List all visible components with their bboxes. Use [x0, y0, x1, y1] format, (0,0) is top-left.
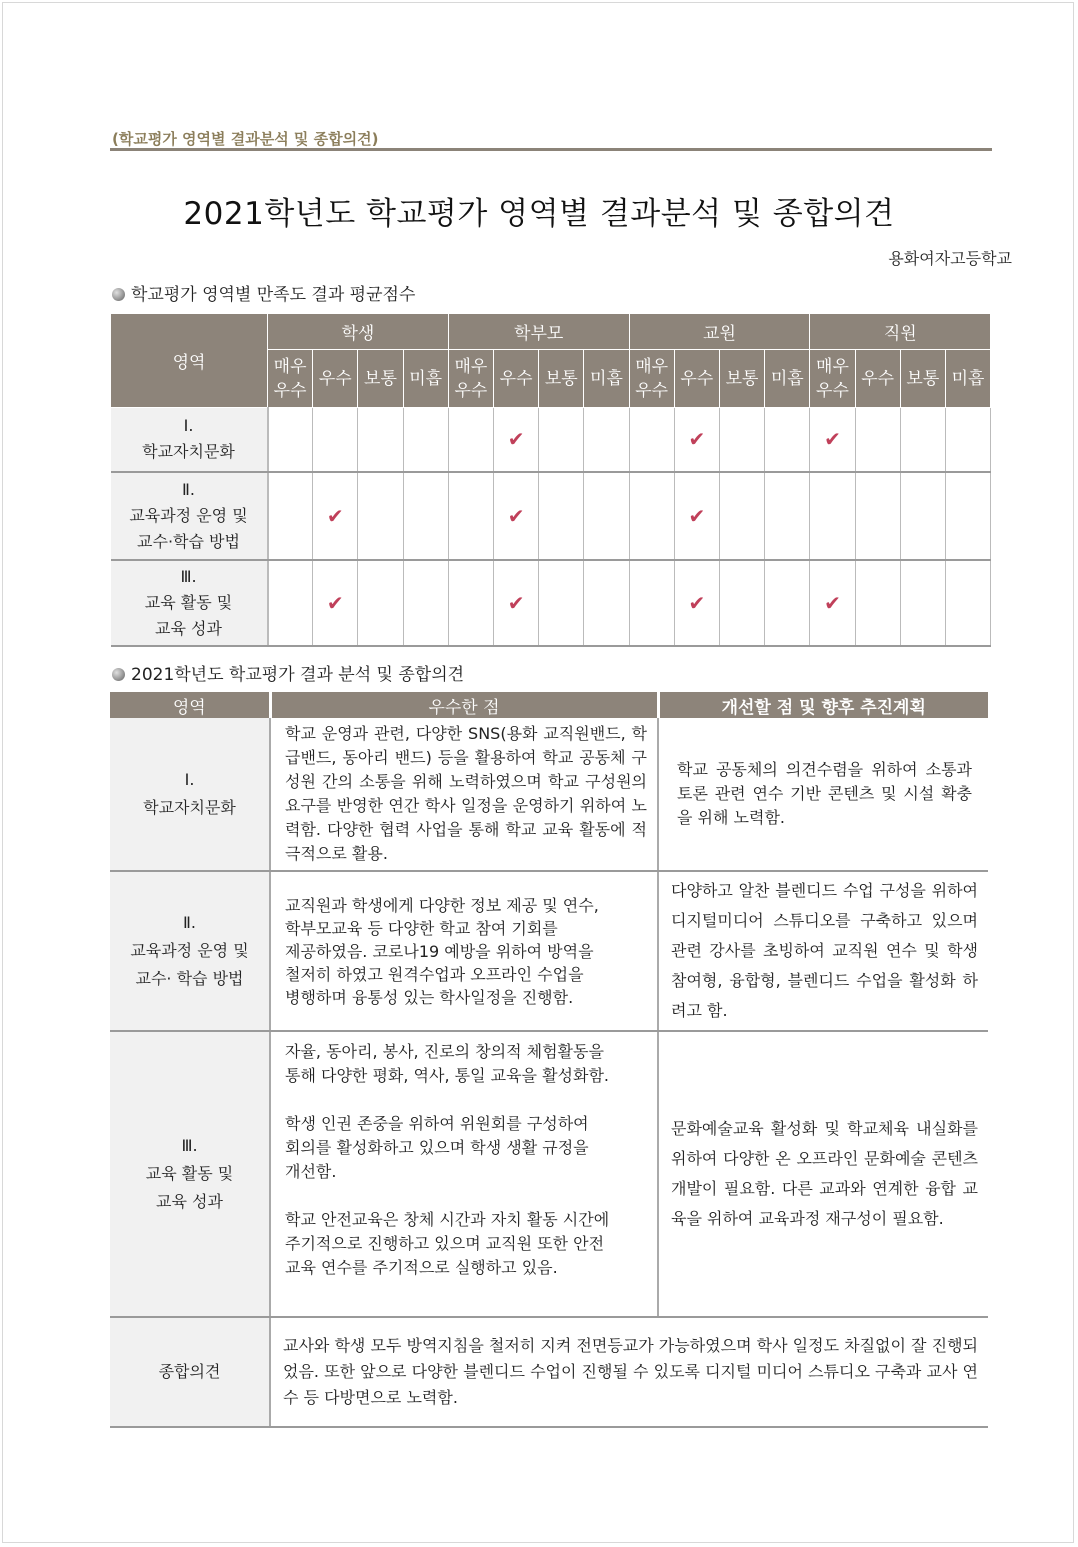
level-header: 미흡	[945, 350, 990, 408]
rating-cell	[539, 408, 584, 472]
strengths-cell: 학교 운영과 관련, 다양한 SNS(용화 교직원밴드, 학급밴드, 동아리 밴드) 등을 활용하여 학교 공동체 구성원 간의 소통을 위해 노력하였으며 학교 구성원의 요구를 반영한 연간 학사 일정을 운영하기 위하여 노력함. 다양한 협력 사업을 통해 학교 교육 활동에 적극적으로 활용.	[270, 718, 658, 871]
section2-heading-text: 2021학년도 학교평가 결과 분석 및 종합의견	[131, 665, 465, 685]
rating-cell	[629, 560, 674, 646]
group-header: 학부모	[448, 314, 629, 350]
level-header: 매우 우수	[268, 350, 313, 408]
rating-cell	[448, 408, 493, 472]
col-header-area: 영역	[110, 692, 270, 718]
rating-cell	[403, 408, 448, 472]
strength-paragraph: 자율, 동아리, 봉사, 진로의 창의적 체험활동을 통해 다양한 평화, 역사, 통일 교육을 활성화함.	[285, 1042, 609, 1085]
header-note: (학교평가 영역별 결과분석 및 종합의견)	[112, 130, 379, 148]
rating-cell	[268, 472, 313, 560]
group-header: 직원	[810, 314, 991, 350]
col-header-strengths: 우수한 점	[270, 692, 658, 718]
rating-cell	[945, 408, 990, 472]
check-mark-icon: ✔	[674, 472, 719, 560]
check-mark-icon: ✔	[313, 560, 358, 646]
bullet-icon	[112, 668, 125, 681]
bullet-icon	[112, 288, 125, 301]
rating-cell	[629, 408, 674, 472]
improvements-cell: 학교 공동체의 의견수렴을 위하여 소통과 토론 관련 연수 기반 콘텐츠 및 시설 확충을 위해 노력함.	[658, 718, 988, 871]
rating-cell	[900, 472, 945, 560]
level-header: 우수	[674, 350, 719, 408]
check-mark-icon: ✔	[313, 472, 358, 560]
check-mark-icon: ✔	[674, 560, 719, 646]
col-header-improvements: 개선할 점 및 향후 추진계획	[658, 692, 988, 718]
section1-heading	[112, 280, 415, 305]
area-cell: Ⅲ. 교육 활동 및 교육 성과	[110, 1031, 270, 1317]
satisfaction-table	[110, 313, 991, 647]
rating-cell	[765, 472, 810, 560]
rating-cell	[719, 408, 764, 472]
level-header: 우수	[493, 350, 538, 408]
level-header: 미흡	[765, 350, 810, 408]
rating-cell	[584, 408, 629, 472]
level-header: 보통	[719, 350, 764, 408]
check-mark-icon: ✔	[810, 408, 855, 472]
rating-cell	[358, 472, 403, 560]
level-header: 매우 우수	[448, 350, 493, 408]
rating-cell	[719, 560, 764, 646]
group-header: 교원	[629, 314, 810, 350]
table-row	[111, 560, 991, 646]
section2-heading	[112, 660, 464, 685]
check-mark-icon: ✔	[674, 408, 719, 472]
table-row	[111, 472, 991, 560]
rating-cell	[945, 472, 990, 560]
area-cell: Ⅲ. 교육 활동 및 교육 성과	[111, 560, 268, 646]
level-header: 보통	[900, 350, 945, 408]
area-cell: Ⅰ. 학교자치문화	[111, 408, 268, 472]
section1-heading-text: 학교평가 영역별 만족도 결과 평균점수	[131, 285, 416, 305]
rating-cell	[448, 560, 493, 646]
rating-cell	[268, 408, 313, 472]
area-cell: Ⅱ. 교육과정 운영 및 교수· 학습 방법	[110, 871, 270, 1031]
area-cell: Ⅰ. 학교자치문화	[110, 718, 270, 871]
rating-cell	[855, 560, 900, 646]
table-row	[111, 408, 991, 472]
rating-cell	[403, 472, 448, 560]
analysis-table	[110, 692, 988, 1428]
strengths-cell	[270, 1031, 658, 1317]
level-header: 우수	[313, 350, 358, 408]
rating-cell	[765, 408, 810, 472]
group-header: 학생	[268, 314, 449, 350]
level-header: 미흡	[403, 350, 448, 408]
rating-cell	[313, 408, 358, 472]
strengths-cell: 교직원과 학생에게 다양한 정보 제공 및 연수, 학부모교육 등 다양한 학교 참여 기회를 제공하였음. 코로나19 예방을 위하여 방역을 철저히 하였고 원격수업과 오프라인 수업을 병행하며 융통성 있는 학사일정을 진행함.	[270, 871, 658, 1031]
summary-text-cell: 교사와 학생 모두 방역지침을 철저히 지켜 전면등교가 가능하였으며 학사 일정도 차질없이 잘 진행되었음. 또한 앞으로 다양한 블렌디드 수업이 진행될 수 있도록 디지털 미디어 스튜디오 구축과 교사 연수 등 다방면으로 노력함.	[270, 1317, 988, 1427]
rating-cell	[765, 560, 810, 646]
header-divider	[110, 148, 992, 151]
area-header: 영역	[111, 314, 268, 408]
rating-cell	[810, 472, 855, 560]
rating-cell	[584, 560, 629, 646]
rating-cell	[900, 408, 945, 472]
summary-area-cell: 종합의견	[110, 1317, 270, 1427]
rating-cell	[358, 408, 403, 472]
document-title: 2021학년도 학교평가 영역별 결과분석 및 종합의견	[183, 196, 895, 232]
rating-cell	[855, 408, 900, 472]
check-mark-icon: ✔	[493, 560, 538, 646]
strength-paragraph: 학교 안전교육은 창체 시간과 자치 활동 시간에 주기적으로 진행하고 있으며 교직원 또한 안전 교육 연수를 주기적으로 실행하고 있음.	[285, 1210, 610, 1277]
level-header: 보통	[358, 350, 403, 408]
improvements-cell: 문화예술교육 활성화 및 학교체육 내실화를 위하여 다양한 온 오프라인 문화예술 콘텐츠 개발이 필요함. 다른 교과와 연계한 융합 교육을 위하여 교육과정 재구성이 필요함.	[658, 1031, 988, 1317]
rating-cell	[539, 472, 584, 560]
improvements-cell: 다양하고 알찬 블렌디드 수업 구성을 위하여 디지털미디어 스튜디오를 구축하고 있으며 관련 강사를 초빙하여 교직원 연수 및 학생 참여형, 융합형, 블렌디드 수업을 활성화 하려고 함.	[658, 871, 988, 1031]
rating-cell	[539, 560, 584, 646]
rating-cell	[403, 560, 448, 646]
strength-paragraph: 학생 인권 존중을 위하여 위원회를 구성하여 회의를 활성화하고 있으며 학생 생활 규정을 개선함.	[285, 1114, 589, 1181]
rating-cell	[268, 560, 313, 646]
rating-cell	[855, 472, 900, 560]
rating-cell	[629, 472, 674, 560]
rating-cell	[584, 472, 629, 560]
rating-cell	[448, 472, 493, 560]
area-cell: Ⅱ. 교육과정 운영 및 교수·학습 방법	[111, 472, 268, 560]
check-mark-icon: ✔	[493, 408, 538, 472]
rating-cell	[719, 472, 764, 560]
rating-cell	[900, 560, 945, 646]
rating-cell	[358, 560, 403, 646]
level-header: 보통	[539, 350, 584, 408]
level-header: 매우 우수	[810, 350, 855, 408]
school-name: 용화여자고등학교	[888, 249, 1012, 268]
level-header: 우수	[855, 350, 900, 408]
level-header: 매우 우수	[629, 350, 674, 408]
rating-cell	[945, 560, 990, 646]
check-mark-icon: ✔	[810, 560, 855, 646]
check-mark-icon: ✔	[493, 472, 538, 560]
level-header: 미흡	[584, 350, 629, 408]
